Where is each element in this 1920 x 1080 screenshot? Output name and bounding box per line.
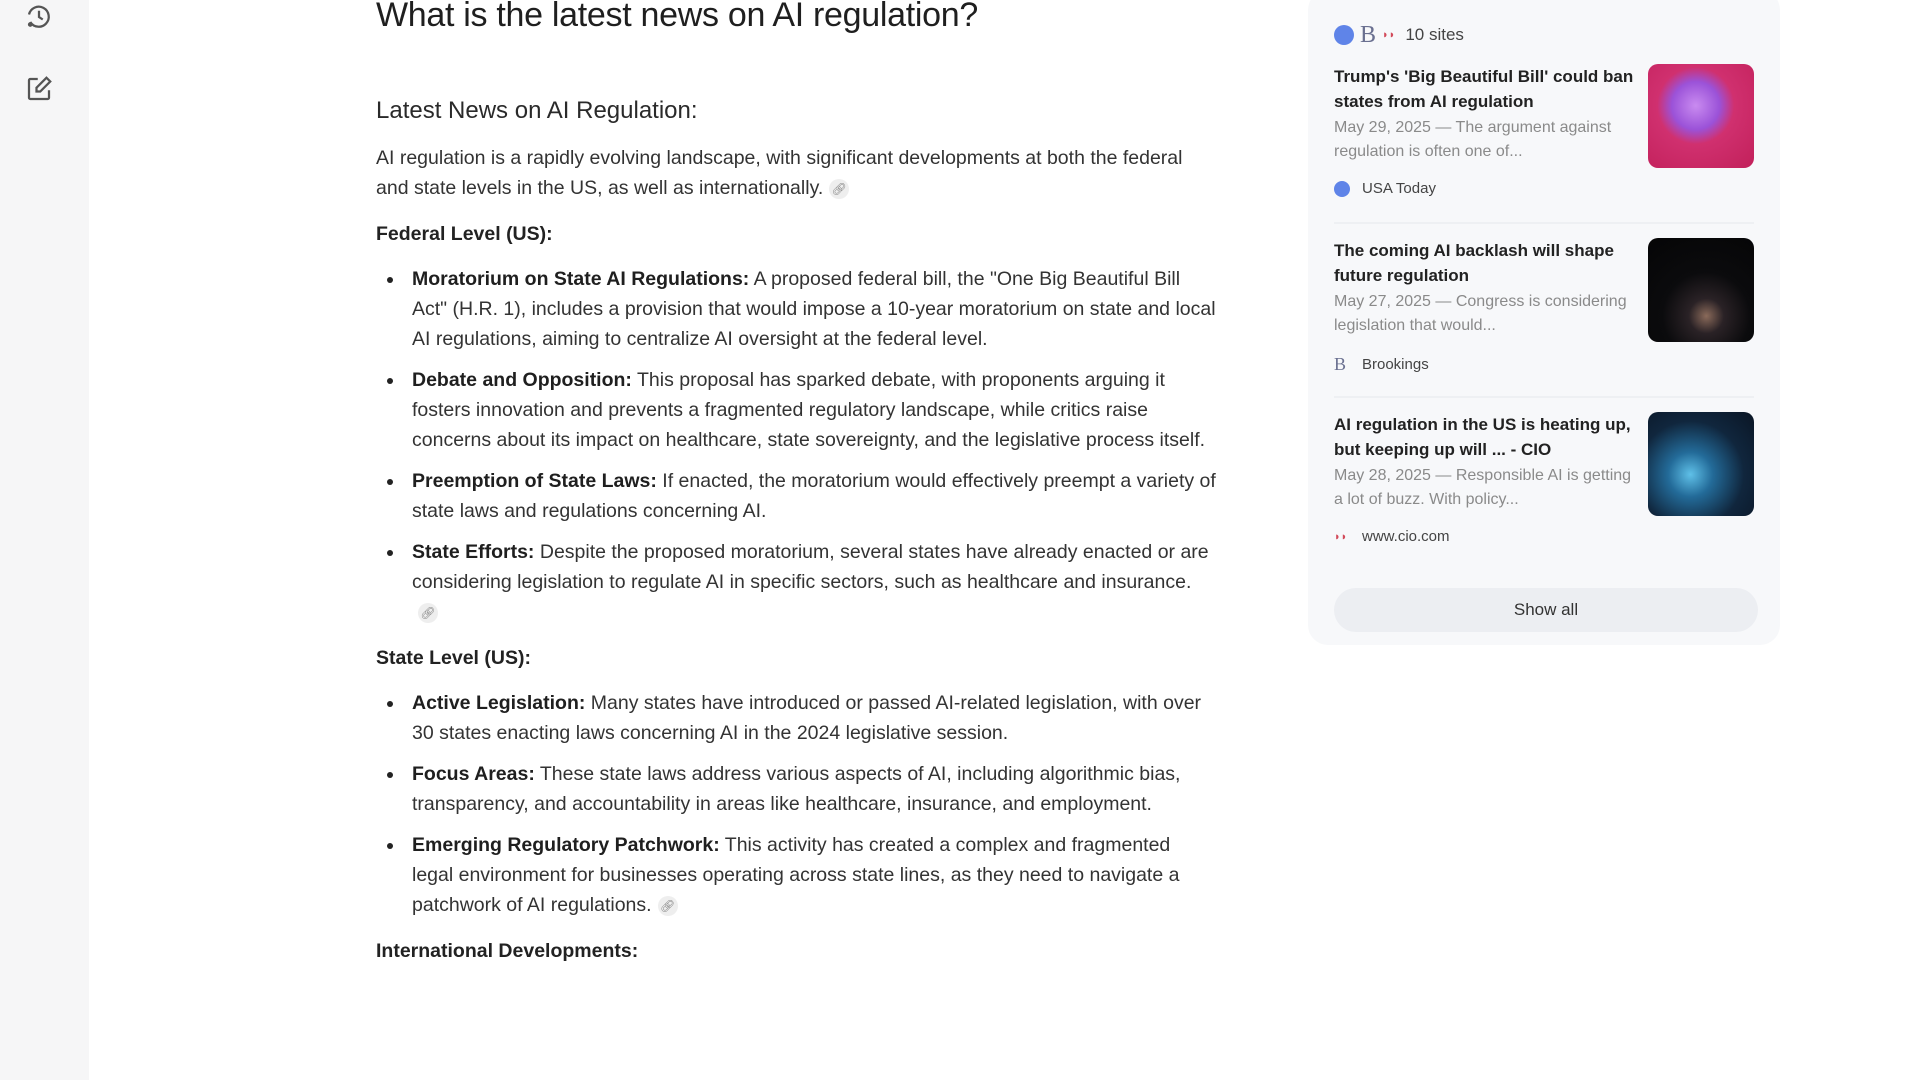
item-term: State Efforts: [412, 541, 535, 563]
sources-panel [1308, 0, 1780, 645]
source-card[interactable] [1334, 50, 1754, 224]
list-item [376, 759, 1216, 819]
item-text: This activity has created a complex and fragmented legal environment for businesses operating across state lines, as they need to navigate a patchwork of AI regulations. [412, 834, 1180, 916]
source-snippet: May 27, 2025 — Congress is considering legislation that would... [1334, 293, 1627, 334]
source-name: www.cio.com [1362, 528, 1450, 545]
intro-paragraph [376, 143, 1216, 203]
intro-text: AI regulation is a rapidly evolving landscape, with significant developments at both the federal and state levels in the US, as well as internationally. [376, 147, 1183, 199]
sources-count: 10 sites [1405, 25, 1464, 44]
list-item [376, 365, 1216, 455]
source-thumbnail [1648, 412, 1754, 516]
answer-heading: Latest News on AI Regulation: [376, 97, 698, 124]
list-item [376, 466, 1216, 526]
citation-link-icon[interactable]: 🔗︎ [829, 179, 849, 199]
show-all-button[interactable]: Show all [1334, 588, 1758, 632]
list-item [376, 688, 1216, 748]
cio-favicon-icon: ◗◗ [1382, 29, 1396, 41]
source-name: USA Today [1362, 180, 1436, 197]
list-item [376, 830, 1216, 920]
item-text: A proposed federal bill, the "One Big Beautiful Bill Act" (H.R. 1), includes a provision that would impose a 10-year moratorium on state and local AI regulations, aiming to centralize AI oversight at the federal level. [412, 268, 1216, 350]
source-card[interactable] [1334, 224, 1754, 398]
federal-heading: Federal Level (US): [376, 223, 553, 245]
list-item [376, 264, 1216, 354]
citation-link-icon[interactable]: 🔗︎ [658, 896, 678, 916]
item-term: Active Legislation: [412, 692, 586, 714]
source-snippet: May 29, 2025 — The argument against regulation is often one of... [1334, 119, 1612, 160]
source-thumbnail [1648, 64, 1754, 168]
sidebar [0, 0, 89, 1080]
source-card[interactable] [1334, 398, 1754, 572]
item-term: Preemption of State Laws: [412, 470, 657, 492]
source-snippet: May 28, 2025 — Responsible AI is getting a lot of buzz. With policy... [1334, 467, 1632, 508]
item-term: Moratorium on State AI Regulations: [412, 268, 750, 290]
item-text: Many states have introduced or passed AI-related legislation, with over 30 states enacting laws concerning AI in the 2024 legislative session. [412, 692, 1202, 744]
new-chat-icon[interactable] [24, 74, 54, 104]
item-text: This proposal has sparked debate, with proponents arguing it fosters innovation and prevents a fragmented regulatory landscape, while critics raise concerns about its impact on healthcare, state sovereignty, and the legislative process itself. [412, 369, 1206, 451]
brookings-favicon-icon: B [1360, 21, 1377, 48]
history-icon[interactable] [24, 2, 54, 32]
item-text: These state laws address various aspects of AI, including algorithmic bias, transparency, and accountability in areas like healthcare, insurance, and employment. [412, 763, 1181, 815]
item-text: Despite the proposed moratorium, several states have already enacted or are considering legislation to regulate AI in specific sectors, such as healthcare and insurance. [412, 541, 1209, 593]
brookings-favicon-icon: B [1334, 354, 1347, 374]
question-title: What is the latest news on AI regulation? [376, 0, 978, 34]
item-term: Focus Areas: [412, 763, 535, 785]
international-heading: International Developments: [376, 940, 639, 962]
source-thumbnail [1648, 238, 1754, 342]
state-list [376, 688, 1216, 920]
item-text: If enacted, the moratorium would effectively preempt a variety of state laws and regulations concerning AI. [412, 470, 1216, 522]
list-item [376, 537, 1216, 627]
federal-list [376, 264, 1216, 627]
usa-today-favicon-icon [1334, 25, 1354, 45]
usa-today-favicon-icon [1334, 181, 1350, 197]
state-heading: State Level (US): [376, 647, 531, 669]
cio-favicon-icon: ◗◗ [1334, 530, 1348, 543]
item-term: Debate and Opposition: [412, 369, 632, 391]
answer-content [376, 0, 1216, 963]
source-title[interactable]: Trump's 'Big Beautiful Bill' could ban states from AI regulation [1334, 67, 1634, 111]
sources-summary[interactable] [1334, 20, 1754, 50]
source-name: Brookings [1362, 356, 1429, 373]
source-title[interactable]: AI regulation in the US is heating up, but keeping up will ... - CIO [1334, 415, 1631, 459]
source-title[interactable]: The coming AI backlash will shape future regulation [1334, 241, 1614, 285]
item-term: Emerging Regulatory Patchwork: [412, 834, 720, 856]
citation-link-icon[interactable]: 🔗︎ [418, 603, 438, 623]
